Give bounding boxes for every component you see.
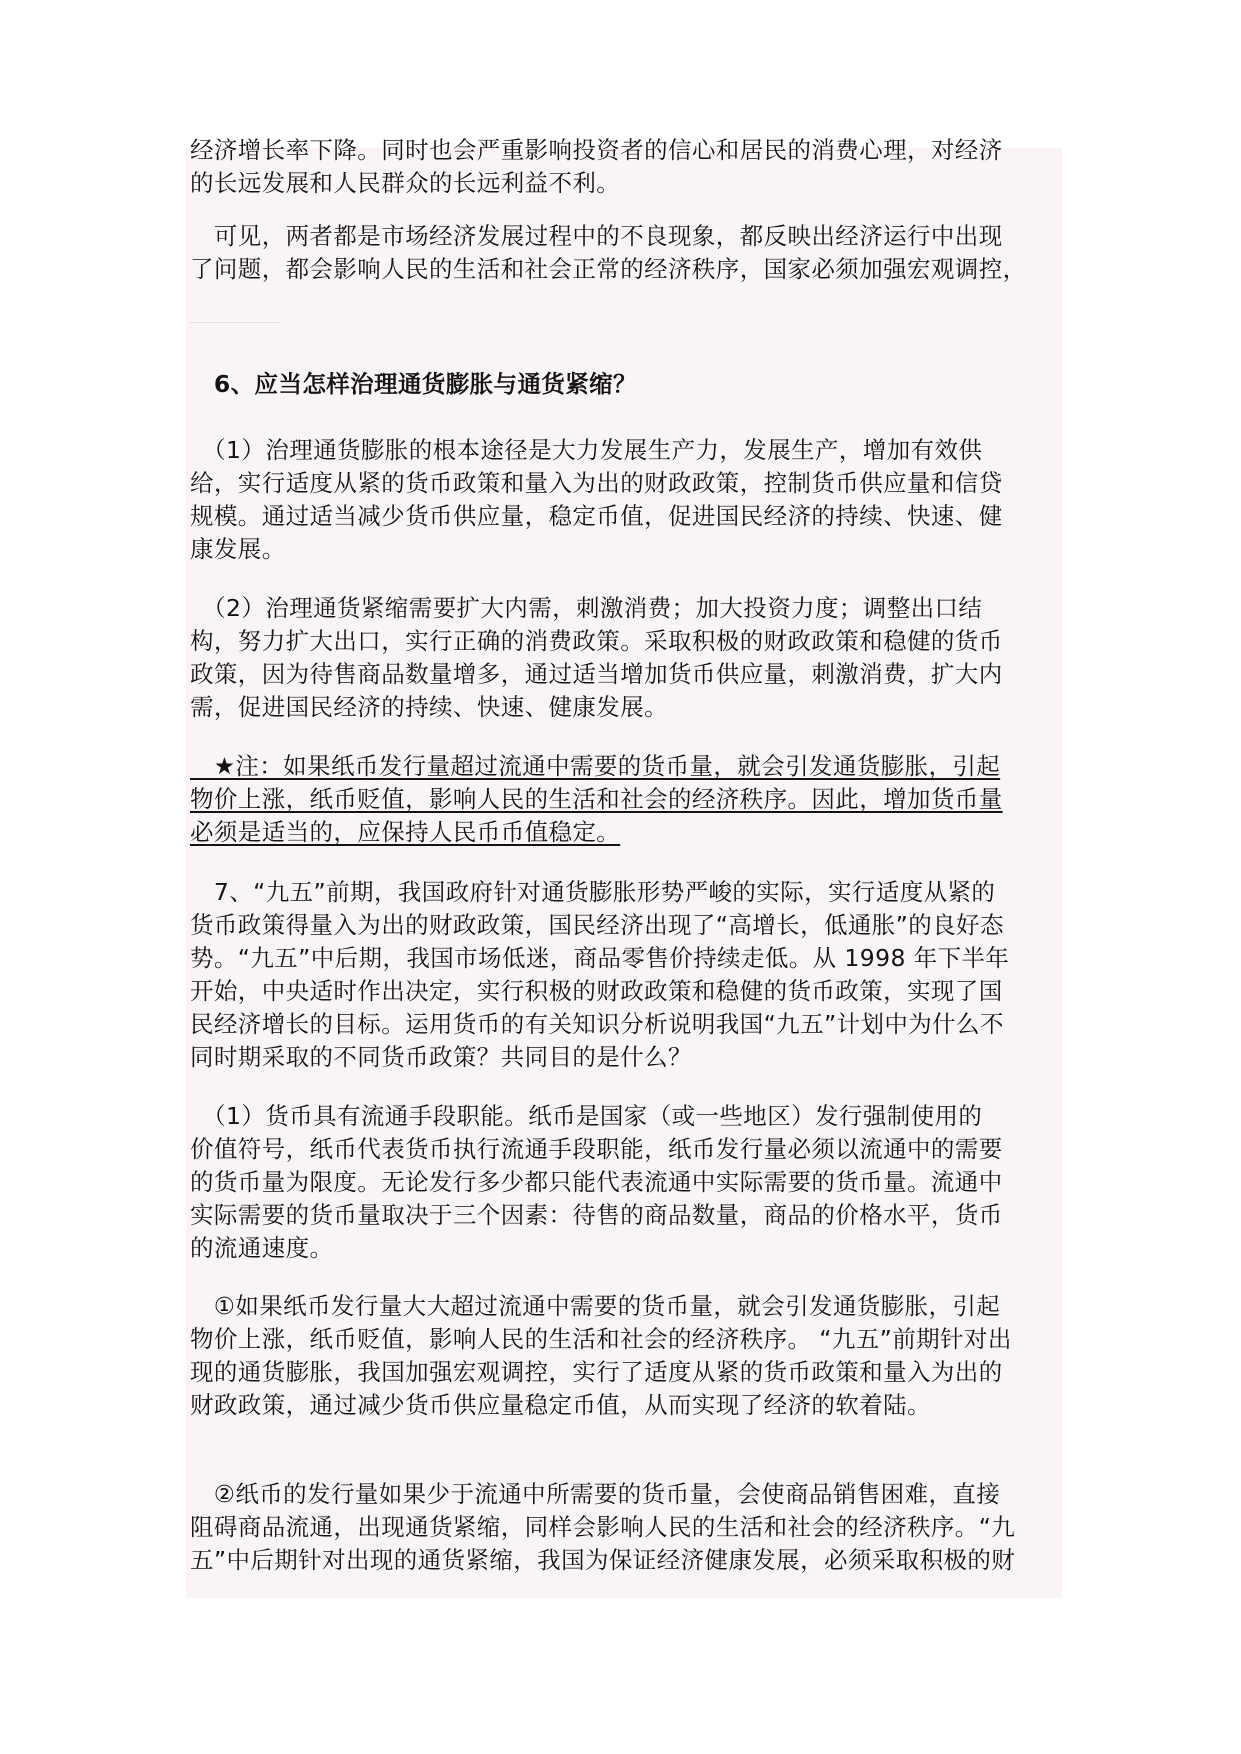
text-line: ②纸币的发行量如果少于流通中所需要的货币量，会使商品销售困难，直接 (190, 1480, 1001, 1508)
note-paragraph (190, 750, 1050, 849)
question-7 (190, 876, 1050, 1074)
text-line: 了问题，都会影响人民的生活和社会正常的经济秩序，国家必须加强宏观调控， (190, 255, 1027, 283)
text-line: 经济增长率下降。同时也会严重影响投资者的信心和居民的消费心理，对经济 (190, 136, 1003, 164)
text-line: 的长远发展和人民群众的长远利益不利。 (190, 169, 621, 197)
text-line: 的流通速度。 (190, 1234, 334, 1262)
text-line: 的货币量为限度。无论发行多少都只能代表流通中实际需要的货币量。流通中 (190, 1168, 1003, 1196)
text-line: 现的通货膨胀，我国加强宏观调控，实行了适度从紧的货币政策和量入为出的 (190, 1358, 1003, 1386)
question-6-heading (190, 368, 1050, 401)
text-line: 给，实行适度从紧的货币政策和量入为出的财政政策，控制货币供应量和信贷 (190, 469, 1003, 497)
text-line: （1）治理通货膨胀的根本途径是大力发展生产力，发展生产，增加有效供 (190, 436, 983, 464)
divider (190, 322, 280, 323)
text-line: 6、应当怎样治理通货膨胀与通货紧缩？ (190, 370, 637, 398)
text-line: 构，努力扩大出口，实行正确的消费政策。采取积极的财政政策和稳健的货币 (190, 627, 1003, 655)
answer-6-part-1 (190, 434, 1050, 566)
text-line: 五”中后期针对出现的通货紧缩，我国为保证经济健康发展，必须采取积极的财 (190, 1546, 1016, 1574)
answer-7-point-2 (190, 1478, 1050, 1577)
text-line: 同时期采取的不同货币政策？共同目的是什么？ (190, 1043, 692, 1071)
text-line: 康发展。 (190, 535, 286, 563)
text-line: 必须是适当的，应保持人民币币值稳定。 (190, 818, 621, 846)
text-line: 政策，因为待售商品数量增多，通过适当增加货币供应量，刺激消费，扩大内 (190, 660, 1003, 688)
text-line: （2）治理通货紧缩需要扩大内需，刺激消费；加大投资力度；调整出口结 (190, 594, 983, 622)
text-line: ①如果纸币发行量大大超过流通中需要的货币量，就会引发通货膨胀，引起 (190, 1292, 1001, 1320)
text-line: 民经济增长的目标。运用货币的有关知识分析说明我国“九五”计划中为什么不 (190, 1010, 1004, 1038)
paragraph-intro (190, 134, 1050, 200)
answer-7-part-1 (190, 1100, 1050, 1265)
paragraph-conclusion (190, 220, 1050, 286)
text-line: 阻碍商品流通，出现通货紧缩，同样会影响人民的生活和社会的经济秩序。“九 (190, 1513, 1016, 1541)
text-line: 物价上涨，纸币贬值，影响人民的生活和社会的经济秩序。因此，增加货币量 (190, 785, 1003, 813)
text-line: 可见，两者都是市场经济发展过程中的不良现象，都反映出经济运行中出现 (190, 222, 1003, 250)
text-line: 财政政策，通过减少货币供应量稳定币值，从而实现了经济的软着陆。 (190, 1391, 931, 1419)
text-line: 规模。通过适当减少货币供应量，稳定币值，促进国民经济的持续、快速、健 (190, 502, 1003, 530)
answer-7-point-1 (190, 1290, 1050, 1422)
text-line: 价值符号，纸币代表货币执行流通手段职能，纸币发行量必须以流通中的需要 (190, 1135, 1003, 1163)
text-line: ★注：如果纸币发行量超过流通中需要的货币量，就会引发通货膨胀，引起 (190, 752, 1001, 780)
text-line: 7、“九五”前期，我国政府针对通货膨胀形势严峻的实际，实行适度从紧的 (190, 878, 996, 906)
text-line: 物价上涨，纸币贬值，影响人民的生活和社会的经济秩序。 “九五”前期针对出 (190, 1325, 1012, 1353)
answer-6-part-2 (190, 592, 1050, 724)
text-line: 势。“九五”中后期，我国市场低迷，商品零售价持续走低。从 1998 年下半年 (190, 944, 1010, 972)
text-line: 货币政策得量入为出的财政政策，国民经济出现了“高增长，低通胀”的良好态 (190, 911, 1004, 939)
text-line: （1）货币具有流通手段职能。纸币是国家（或一些地区）发行强制使用的 (190, 1102, 983, 1130)
text-line: 实际需要的货币量取决于三个因素：待售的商品数量，商品的价格水平，货币 (190, 1201, 1003, 1229)
text-line: 开始，中央适时作出决定，实行积极的财政政策和稳健的货币政策，实现了国 (190, 977, 1003, 1005)
text-line: 需，促进国民经济的持续、快速、健康发展。 (190, 693, 668, 721)
